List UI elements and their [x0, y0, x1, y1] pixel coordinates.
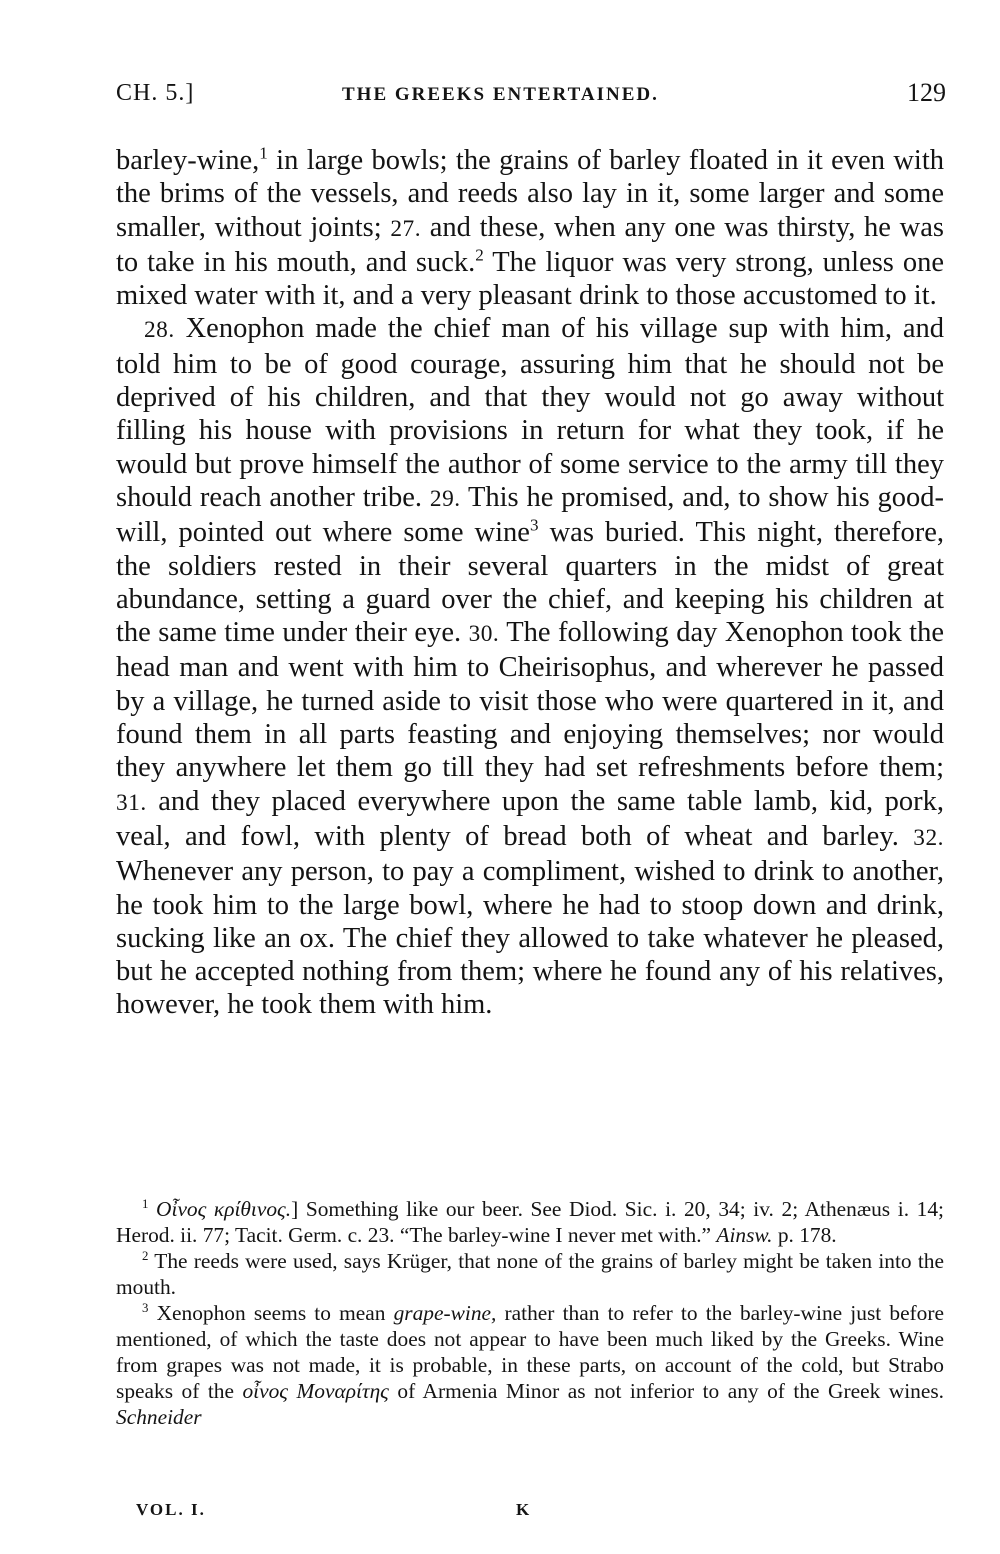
footnote — [116, 1300, 944, 1430]
text-run — [148, 1197, 156, 1221]
text-run: barley-wine, — [116, 145, 260, 176]
text-run: and they placed everywhere upon the same table lamb, kid, pork, veal, and fowl, with plenty of bread both of wheat and barley. — [116, 785, 944, 852]
body-paragraph — [116, 312, 944, 1021]
text-run: ] Something like our beer. See Diod. Sic. i. 20, 34; iv. 2; Athenæus i. 14; Herod. ii. 77; Tacit. Germ. c. 23. “The barley-wine I never met with.” — [116, 1197, 944, 1247]
signature-line — [136, 1500, 556, 1520]
section-number: 30. — [468, 621, 500, 648]
text-run: in large bowls; the grains of barley floated in it even with the brims of the vessels, and reeds also lay in it, some larger and some smaller, without joints; — [116, 145, 944, 243]
text-run: The following day Xenophon took the head man and went with him to Cheirisophus, and wherever he passed by a village, he turned aside to visit those who were quartered in it, and found them in all parts feasting and enjoying themselves; nor would they anywhere let them go till they had set refreshments before them; — [116, 617, 944, 784]
text-run: and these, when any one was thirsty, he was to take in his mouth, and suck. — [116, 211, 944, 278]
greek-text: οἶνος Μοναρίτης — [242, 1379, 389, 1403]
footnotes — [116, 1196, 944, 1430]
page-number: 129 — [907, 78, 946, 107]
text-run: rather than to refer to the barley-wine just before mentioned, of which the taste does not appear to have been much liked by the Greeks. Wine from grapes was not made, it is probable, in these parts, on account of the cold, but Strabo speaks of the — [116, 1301, 944, 1403]
footnote-marker: 2 — [475, 245, 484, 265]
italic-text: Schneider — [116, 1405, 202, 1429]
text-run: of Armenia Minor as not inferior to any of the Greek wines. — [388, 1379, 945, 1403]
text-run: was buried. This night, therefore, the soldiers rested in their several quarters in the midst of great abundance, setting a guard over the chief, and keeping his children at the same time under their eye. — [116, 517, 944, 649]
text-run: This he promised, and, to show his good-will, pointed out where some wine — [116, 481, 944, 549]
text-run: Xenophon seems to mean — [148, 1301, 394, 1325]
volume-label: VOL. I. — [136, 1500, 206, 1519]
footnote-marker: 3 — [142, 1300, 149, 1315]
text-run: Xenophon made the chief man of his village sup with him, and told him to be of good courage, assuring him that he should not be deprived of his children, and that they would not go away without filling his house with provisions in return for what they took, if he would but prove himself the author of some service to the army till they should reach another tribe. — [116, 313, 944, 513]
text-run: Whenever any person, to pay a compliment, wished to drink to another, he took him to the large bowl, where he had to stoop down and drink, sucking like an ox. The chief they allowed to take whatever he pleased, but he accepted nothing from them; where he found any of his relatives, however, he took them with him. — [116, 856, 944, 1021]
greek-text: Οἶνος κρίθινος. — [156, 1197, 292, 1221]
footnote-marker: 3 — [529, 515, 539, 535]
running-header — [116, 72, 946, 112]
section-number: 31. — [116, 789, 147, 816]
body-text — [116, 144, 944, 1022]
section-number: 29. — [429, 485, 461, 512]
text-run: The reeds were used, says Krüger, that none of the grains of barley might be taken into the mouth. — [116, 1249, 944, 1299]
footnote-marker: 2 — [142, 1248, 149, 1263]
italic-text: grape-wine, — [393, 1301, 497, 1325]
section-number: 32. — [913, 824, 944, 851]
text-run: The liquor was very strong, unless one mixed water with it, and a very pleasant drink to those accustomed to it. — [116, 246, 944, 312]
section-number: 27. — [390, 215, 422, 242]
text-run: p. 178. — [772, 1223, 837, 1247]
body-paragraph — [116, 144, 944, 312]
footnote-marker: 1 — [259, 143, 268, 163]
section-number: 28. — [144, 317, 175, 344]
chapter-label: CH. 5.] — [116, 80, 195, 106]
footnote — [116, 1248, 944, 1300]
italic-text: Ainsw. — [716, 1223, 773, 1247]
signature-mark: K — [516, 1500, 532, 1519]
footnote-marker: 1 — [142, 1196, 149, 1211]
footnote — [116, 1196, 944, 1248]
running-title: THE GREEKS ENTERTAINED. — [342, 84, 659, 105]
